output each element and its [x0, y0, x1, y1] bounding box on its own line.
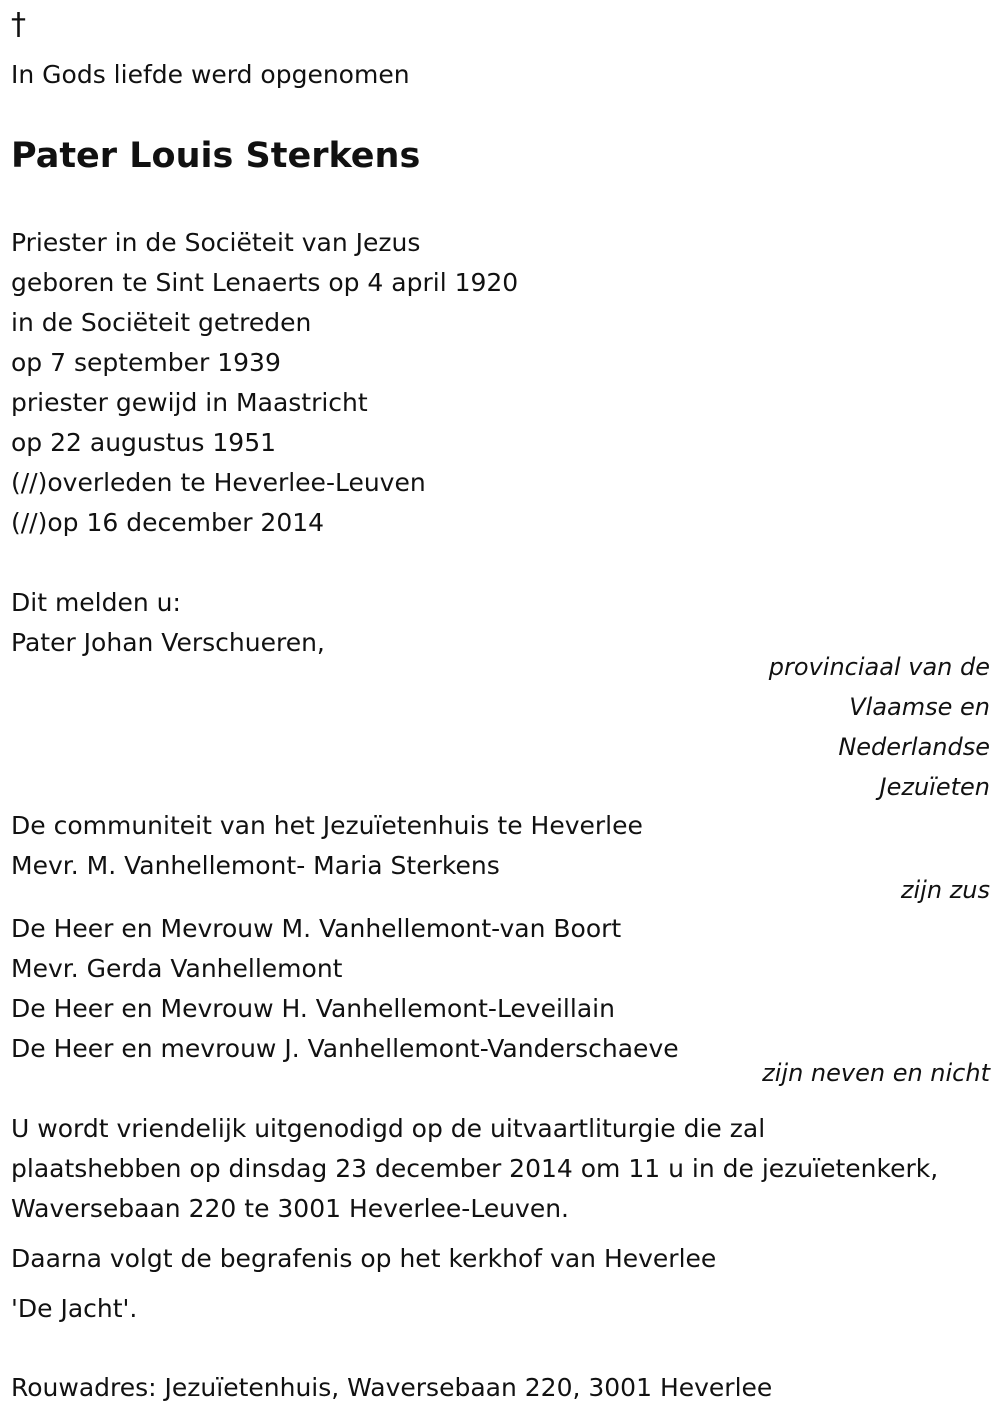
bio-line: op 7 september 1939 [11, 348, 281, 377]
community-line: De communiteit van het Jezuïetenhuis te Heverlee [11, 811, 643, 840]
nephews-role: zijn neven en nicht [762, 1059, 990, 1087]
bio-line: geboren te Sint Lenaerts op 4 april 1920 [11, 268, 519, 297]
sister-line: Mevr. M. Vanhellemont- Maria Sterkens [11, 851, 500, 880]
sister-role: zijn zus [900, 876, 990, 904]
provincial-role-line: Vlaamse en [849, 693, 990, 721]
provincial-role-line: Nederlandse [838, 733, 990, 761]
bio-line: Priester in de Sociëteit van Jezus [11, 228, 421, 257]
invitation-line: plaatshebben op dinsdag 23 december 2014 om 11 u in de jezuïetenkerk, [11, 1154, 939, 1183]
bio-line: in de Sociëteit getreden [11, 308, 312, 337]
cross-icon: † [11, 7, 26, 42]
bio-line: op 22 augustus 1951 [11, 428, 277, 457]
bio-line: priester gewijd in Maastricht [11, 388, 368, 417]
burial-line: Daarna volgt de begrafenis op het kerkhof van Heverlee [11, 1244, 717, 1273]
invitation-line: Waversebaan 220 te 3001 Heverlee-Leuven. [11, 1194, 570, 1223]
invitation-line: U wordt vriendelijk uitgenodigd op de uitvaartliturgie die zal [11, 1114, 766, 1143]
provincial-role-line: Jezuïeten [879, 773, 990, 801]
nephew-line: De Heer en Mevrouw M. Vanhellemont-van Boort [11, 914, 622, 943]
deceased-name: Pater Louis Sterkens [11, 136, 421, 176]
provincial-name: Pater Johan Verschueren, [11, 628, 325, 657]
mourning-address: Rouwadres: Jezuïetenhuis, Waversebaan 220, 3001 Heverlee [11, 1373, 773, 1402]
nephew-line: Mevr. Gerda Vanhellemont [11, 954, 343, 983]
bio-line: (//)overleden te Heverlee-Leuven [11, 468, 426, 497]
bio-line: (//)op 16 december 2014 [11, 508, 325, 537]
burial-line: 'De Jacht'. [11, 1294, 138, 1323]
announcers-intro: Dit melden u: [11, 588, 181, 617]
nephew-line: De Heer en Mevrouw H. Vanhellemont-Leveillain [11, 994, 615, 1023]
nephew-line: De Heer en mevrouw J. Vanhellemont-Vanderschaeve [11, 1034, 679, 1063]
provincial-role-line: provinciaal van de [768, 653, 990, 681]
intro-text: In Gods liefde werd opgenomen [11, 60, 410, 89]
